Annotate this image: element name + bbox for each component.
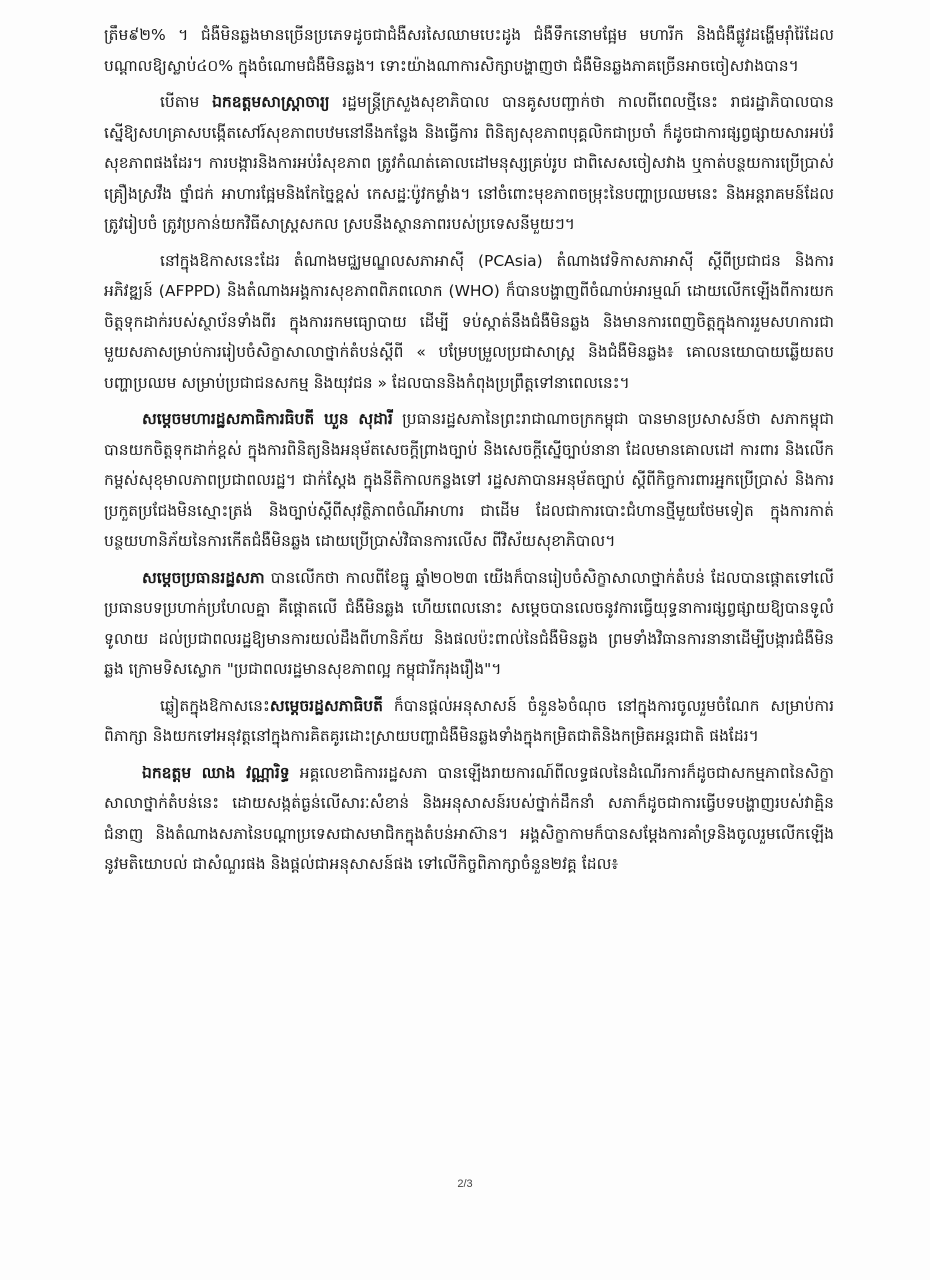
paragraph-text: បានលើកថា កាលពីខែធ្នូ ឆ្នាំ២០២៣ យើងក៏បានរៀបចំសិក្ខាសាលាថ្នាក់តំបន់ ដែលបានផ្ដោតទៅលើប្រធានបទប្រហាក់ប្រហែលគ្នា គឺផ្ដោតលើ ជំងឺមិនឆ្លង ហើយពេលនោះ សម្ដេចបានលេចនូវការធ្វើយុទ្ធនាការផ្សព្វផ្សាយឱ្យបានទូលំទូលាយ ដល់ប្រជាពលរដ្ឋឱ្យមានការយល់ដឹងពីហានិភ័យ និងផលប៉ះពាល់នៃជំងឺមិនឆ្លង ព្រមទាំងវិធានការនានាដើម្បីបង្ការជំងឺមិនឆ្លង ក្រោមទិសស្លោក "ប្រជាពលរដ្ឋមានសុខភាពល្អ កម្ពុជារីករុងរឿង"។: [104, 568, 834, 678]
paragraph-prefix: ឆ្លៀតក្នុងឱកាសនេះ: [160, 696, 270, 715]
speaker-title: សម្ដេចរដ្ឋសភាធិបតី: [269, 696, 383, 715]
paragraph-recommendations: [104, 691, 834, 752]
paragraph-assembly-president: [104, 404, 834, 557]
page-number: 2/3: [457, 1178, 473, 1190]
speaker-title: សម្ដេចប្រធានរដ្ឋសភា: [142, 568, 265, 587]
paragraph-prefix: បើតាម: [160, 93, 213, 111]
paragraph-minister-statement: [104, 87, 834, 240]
paragraph-partner-organizations: [104, 246, 834, 399]
speaker-title: សម្ដេចមហារដ្ឋសភាធិការធិបតី ឃួន សុដារី: [142, 410, 393, 428]
paragraph-ncd-statistics: [104, 20, 834, 81]
paragraph-president-remarks: [104, 563, 834, 685]
paragraph-secretary-general: [104, 758, 834, 880]
speaker-title: ឯកឧត្តមសាស្ត្រាចារ្យ: [212, 93, 330, 111]
paragraph-text: ត្រឹម៩២% ។ ជំងឺមិនឆ្លងមានច្រើនប្រភេទដូចជាជំងឺសរសៃឈាមបេះដូង ជំងឺទឹកនោមផ្អែម មហារីក និងជំងឺផ្លូវដង្ហើមរ៉ាំរ៉ៃដែលបណ្ដាលឱ្យស្លាប់៤០% ក្នុងចំណោមជំងឺមិនឆ្លង។ ទោះយ៉ាងណាការសិក្សាបង្ហាញថា ជំងឺមិនឆ្លងភាគច្រើនអាចចៀសវាងបាន។: [104, 26, 834, 75]
document-body: [104, 20, 834, 886]
paragraph-text: ក៏បានផ្ដល់អនុសាសន៍ ចំនួន៦ចំណុច នៅក្នុងការចូលរួមចំណែក សម្រាប់ការពិភាក្សា និងយកទៅអនុវត្តនៅក្នុងការគិតគូរដោះស្រាយបញ្ហាជំងឺមិនឆ្លងទាំងក្នុងកម្រិតជាតិនិងកម្រិតអន្តរជាតិ ផងដែរ។: [104, 696, 834, 745]
speaker-title: ឯកឧត្តម ឈាង វណ្ណារិទ្ធ: [142, 763, 290, 782]
paragraph-text: រដ្ឋមន្ត្រីក្រសួងសុខាភិបាល បានគូសបញ្ជាក់ថា កាលពីពេលថ្មីនេះ រាជរដ្ឋាភិបាលបានស្នើឱ្យសហគ្រាសបង្កើតសៅរ៍សុខភាពបឋមនៅនឹងកន្លែង និងធ្វើការ ពិនិត្យសុខភាពបុគ្គលិកជាប្រចាំ ក៏ដូចជាការផ្សព្វផ្សាយសារអប់រំសុខភាពផងដែរ។ ការបង្ការនិងការអប់រំសុខភាព ត្រូវកំណត់គោលដៅមនុស្សគ្រប់រូប ជាពិសេសចៀសវាង ឬកាត់បន្ថយការប្រើប្រាស់គ្រឿងស្រវឹង ថ្នាំជក់ អាហារផ្អែមនិងកែច្នៃខ្ពស់ កេសដ្ឋៈប៉ូវកម្លាំង។ នៅចំពោះមុខភាពចម្រុះនៃបញ្ហាប្រឈមនេះ និងអន្តរាគមន៍ដែលត្រូវរៀបចំ ត្រូវប្រកាន់យកវិធីសាស្ត្រសកល ស្របនឹងស្ថានភាពរបស់ប្រទេសនីមួយៗ។: [104, 93, 834, 233]
paragraph-text: អគ្គលេខាធិការរដ្ឋសភា បានឡើងរាយការណ៍ពីលទ្ធផលនៃដំណើរការក៏ដូចជាសកម្មភាពនៃសិក្ខាសាលាថ្នាក់តំបន់នេះ ដោយសង្កត់ធ្ងន់លើសារៈសំខាន់ និងអនុសាសន៍របស់ថ្នាក់ដឹកនាំ សភាក៏ដូចជាការធ្វើបទបង្ហាញរបស់វាគ្មិនជំនាញ និងតំណាងសភានៃបណ្ដាប្រទេសជាសមាជិកក្នុងតំបន់អាស៊ាន។ អង្គសិក្ខាកាមក៏បានសម្ដែងការគាំទ្រនិងចូលរួមលើកឡើងនូវមតិយោបល់ ជាសំណួរផង និងផ្ដល់ជាអនុសាសន៍ផង ទៅលើកិច្ចពិភាក្សាចំនួន២វគ្គ ដែល៖: [104, 763, 834, 873]
paragraph-text: ប្រធានរដ្ឋសភានៃព្រះរាជាណាចក្រកម្ពុជា បានមានប្រសាសន៍ថា សភាកម្ពុជាបានយកចិត្តទុកដាក់ខ្ពស់ ក្នុងការពិនិត្យនិងអនុម័តសេចក្ដីព្រាងច្បាប់ និងសេចក្ដីស្នើច្បាប់នានា ដែលមានគោលដៅ ការពារ និងលើកកម្ពស់សុខុមាលភាពប្រជាពលរដ្ឋ។ ជាក់ស្ដែង ក្នុងនីតិកាលកន្លងទៅ រដ្ឋសភាបានអនុម័តច្បាប់ ស្ដីពីកិច្ចការពារអ្នកប្រើប្រាស់ និងការប្រកួតប្រជែងមិនស្មោះត្រង់ និងច្បាប់ស្ដីពីសុវត្ថិភាពចំណីអាហារ ជាដើម ដែលជាការបោះជំហានថ្មីមួយថែមទៀត ក្នុងការកាត់បន្ថយហានិភ័យនៃការកើតជំងឺមិនឆ្លង ដោយប្រើប្រាស់វិធានការលើស ពីវិស័យសុខាភិបាល។: [104, 410, 834, 550]
paragraph-text: នៅក្នុងឱកាសនេះដែរ តំណាងមជ្ឈមណ្ឌលសភាអាស៊ី (PCAsia) តំណាងវេទិកាសភាអាស៊ី ស្ដីពីប្រជាជន និងការអភិវឌ្ឍន៍ (AFPPD) និងតំណាងអង្គការសុខភាពពិភពលោក (WHO) ក៏បានបង្ហាញពីចំណាប់អារម្មណ៍ ដោយលើកឡើងពីការយកចិត្តទុកដាក់របស់ស្ថាប័នទាំងពីរ ក្នុងការរកមធ្យោបាយ ដើម្បី ទប់ស្កាត់នឹងជំងឺមិនឆ្លង និងមានការពេញចិត្តក្នុងការរួមសហការជាមួយសភាសម្រាប់ការរៀបចំសិក្ខាសាលាថ្នាក់តំបន់ស្ដីពី « បម្រែបម្រួលប្រជាសាស្ត្រ និងជំងឺមិនឆ្លង៖ គោលនយោបាយឆ្លើយតប បញ្ហាប្រឈម សម្រាប់ប្រជាជនសកម្ម និងយុវជន » ដែលបាននិងកំពុងប្រព្រឹត្តទៅនាពេលនេះ។: [104, 251, 834, 392]
